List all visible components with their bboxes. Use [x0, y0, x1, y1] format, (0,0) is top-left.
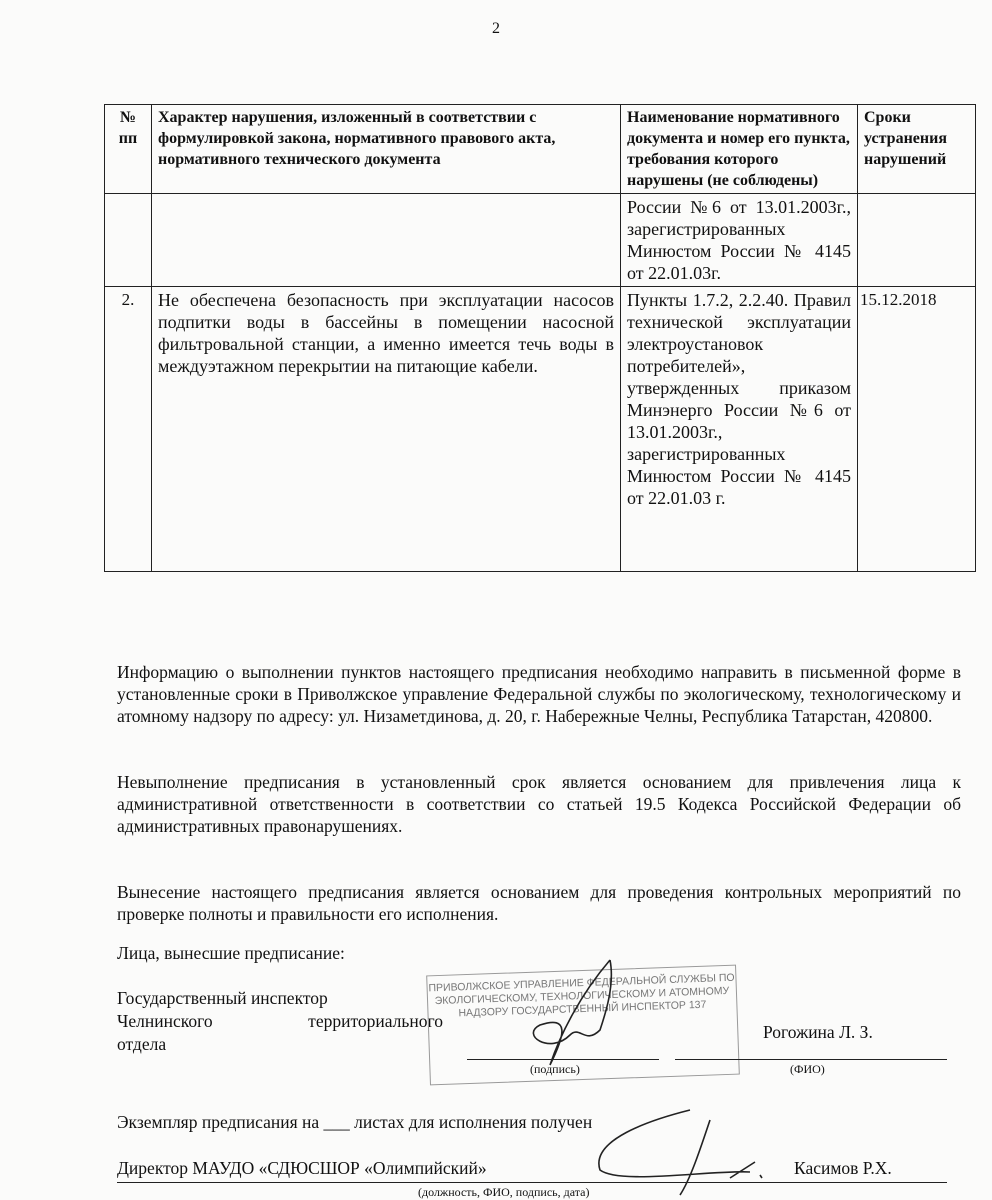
control-paragraph: Вынесение настоящего предписания является основанием для проведения контрольных мероприятий по проверке полноты и правильности его исполнения. [117, 882, 961, 924]
table-header-row [105, 105, 976, 194]
info-paragraph: Информацию о выполнении пунктов настоящего предписания необходимо направить в письменной форме в установленные сроки в Приволжское управление Федеральной службы по экологическому, технологическому и атомному надзору по адресу: ул. Низаметдинова, д. 20, г. Набережные Челны, Республика Татарстан, 420800. [117, 662, 961, 726]
page-number: 2 [492, 20, 500, 37]
row-deadline [858, 194, 976, 287]
row-deadline: 15.12.2018 [858, 287, 976, 572]
inspector-position-1: Государственный инспектор [117, 988, 328, 1008]
header-number: № пп [105, 105, 152, 194]
name-caption: (ФИО) [790, 1062, 825, 1076]
header-document: Наименование нормативного документа и номер его пункта, требования которого нарушены (не соблюдены) [621, 105, 858, 194]
table-row [105, 287, 976, 572]
violations-table [104, 104, 976, 572]
inspector-signature [510, 955, 630, 1075]
name-line [675, 1059, 947, 1060]
row-description: Не обеспечена безопасность при эксплуатации насосов подпитки воды в бассейны в помещении насосной фильтровальной станции, а именно имеется течь воды в междуэтажном перекрытии на питающие кабели. [152, 287, 621, 572]
header-deadline: Сроки устранения нарушений [858, 105, 976, 194]
table-row [105, 194, 976, 287]
header-description: Характер нарушения, изложенный в соответствии с формулировкой закона, нормативного правового акта, нормативного технического документа [152, 105, 621, 194]
recipient-line [117, 1182, 947, 1183]
signature-caption: (подпись) [530, 1062, 580, 1076]
row-document: Пункты 1.7.2, 2.2.40. Правил технической эксплуатации электроустановок потребителей», утвержденных приказом Минэнерго России №6 от 13.01.2003г., зарегистрированных Минюстом России № 4145 от 22.01.03 г. [621, 287, 858, 572]
signers-heading: Лица, вынесшие предписание: [117, 943, 345, 963]
inspector-position-2: Челнинского территориального [117, 1011, 443, 1031]
signature-line [467, 1059, 659, 1060]
recipient-position: Директор МАУДО «СДЮСШОР «Олимпийский» [117, 1158, 487, 1178]
stamp-text: ПРИВОЛЖСКОЕ УПРАВЛЕНИЕ ФЕДЕРАЛЬНОЙ СЛУЖБЫ ПО ЭКОЛОГИЧЕСКОМУ, ТЕХНОЛОГИЧЕСКОМУ И АТОМНОМУ НАДЗОРУ ГОСУДАРСТВЕННЫЙ ИНСПЕКТОР 137 [428, 971, 735, 1020]
recipient-signature [590, 1100, 770, 1200]
liability-paragraph: Невыполнение предписания в установленный срок является основанием для привлечения лица к административной ответственности в соответствии со статьей 19.5 Кодекса Российской Федерации об административных правонарушениях. [117, 772, 961, 836]
receipt-text: Экземпляр предписания на ___ листах для исполнения получен [117, 1112, 593, 1132]
row-number: 2. [105, 287, 152, 572]
row-number [105, 194, 152, 287]
recipient-caption: (должность, ФИО, подпись, дата) [418, 1185, 590, 1199]
inspector-name: Рогожина Л. З. [763, 1022, 873, 1042]
row-description [152, 194, 621, 287]
recipient-name: Касимов Р.Х. [794, 1158, 892, 1178]
row-document: России №6 от 13.01.2003г., зарегистрированных Минюстом России № 4145 от 22.01.03г. [621, 194, 858, 287]
inspector-position-3: отдела [117, 1034, 167, 1054]
